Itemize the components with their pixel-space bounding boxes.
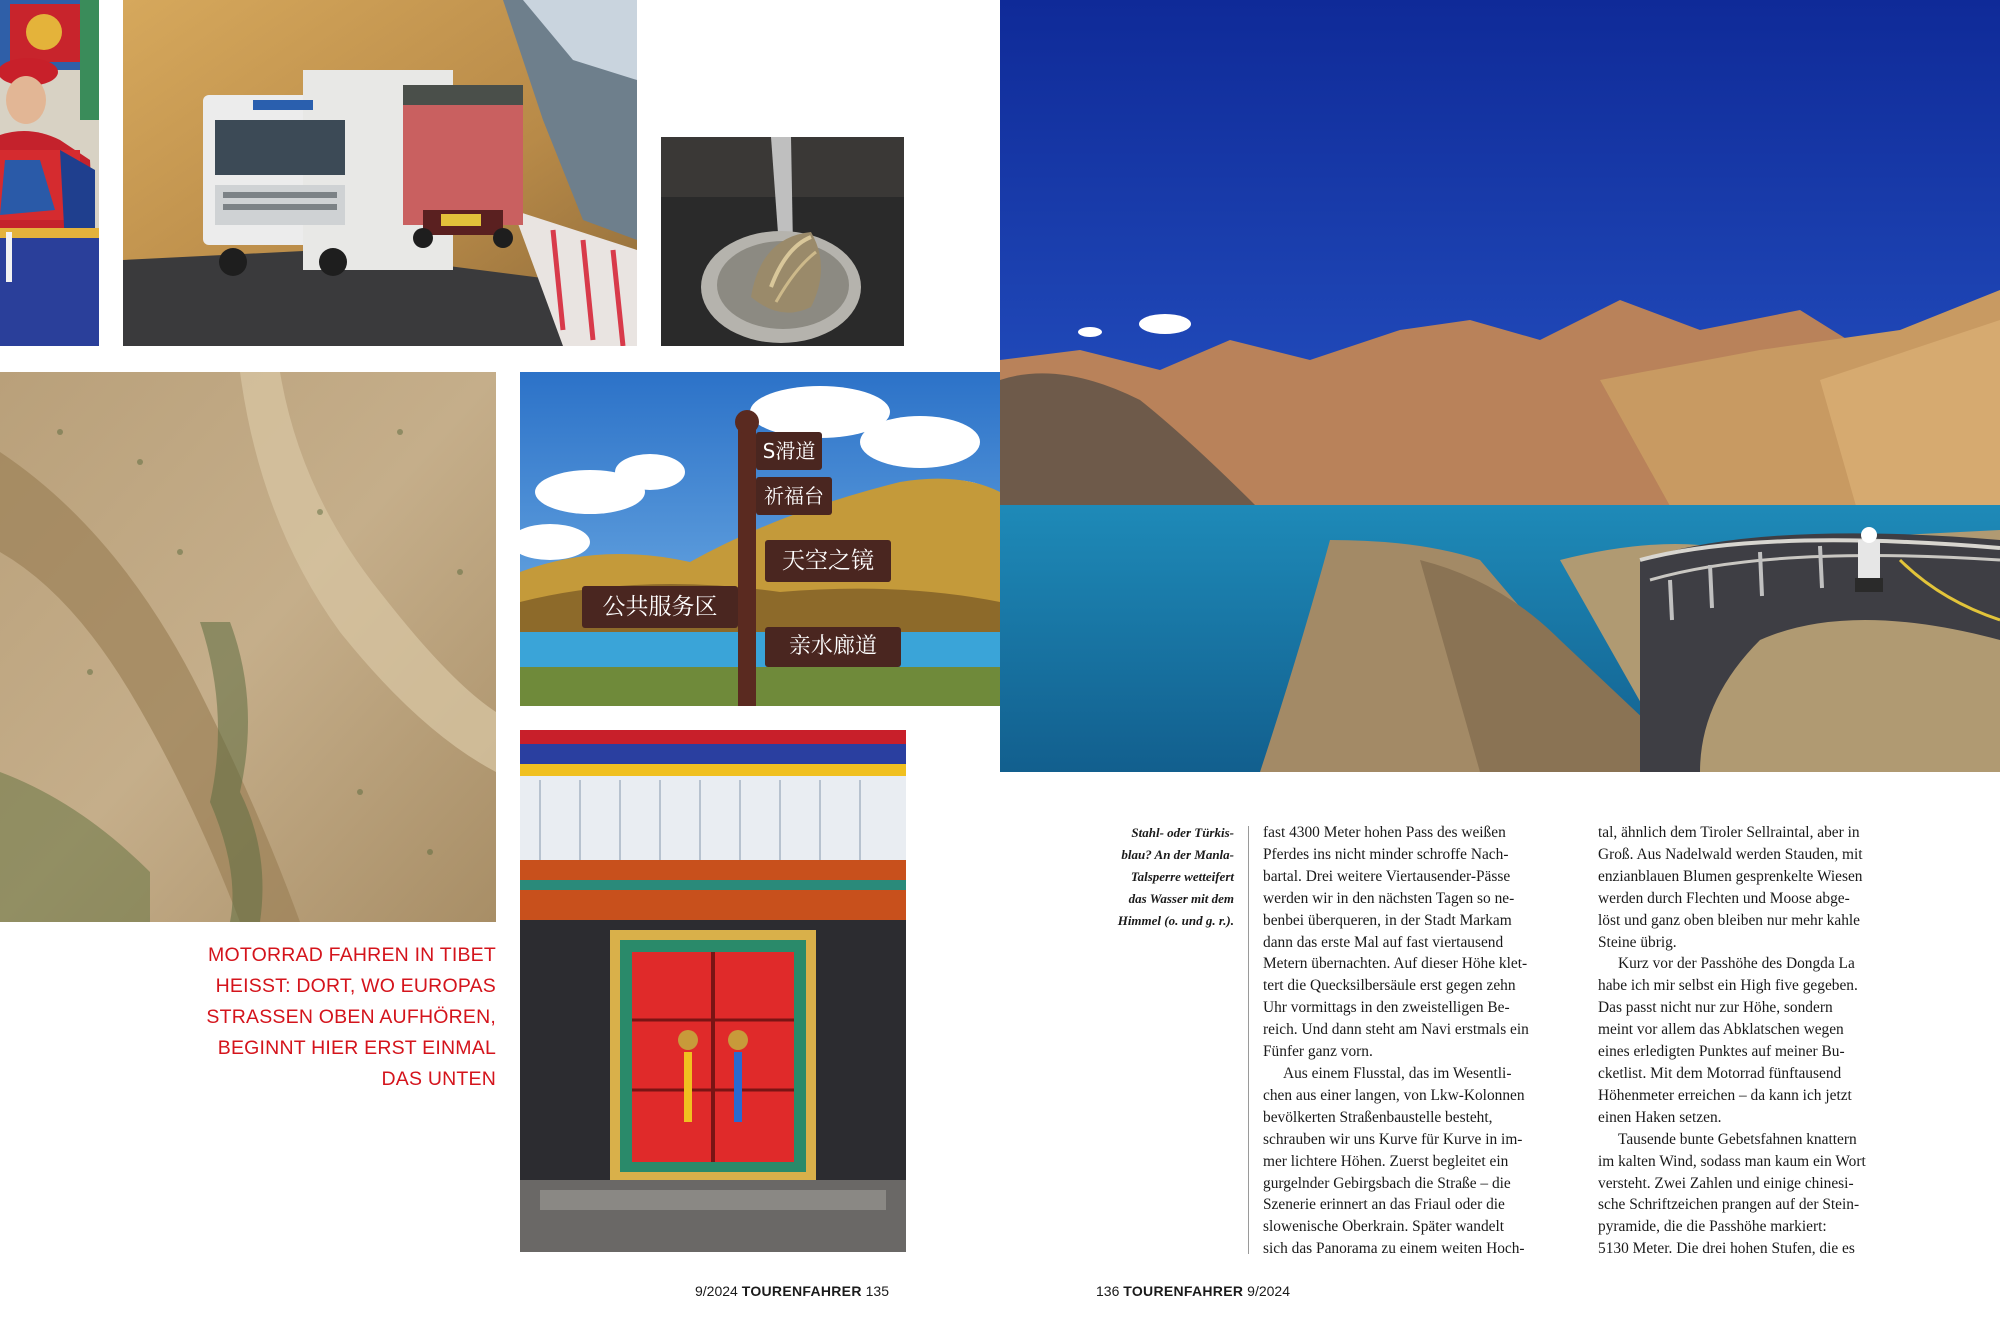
folio-page-number: 135 [865,1283,889,1299]
body-text-line: bartal. Drei weitere Viertausender-Pässe [1263,867,1511,885]
body-text-line: sich das Panorama zu einem weiten Hoch- [1263,1240,1525,1258]
body-text-line: 5130 Meter. Die drei hohen Stufen, die es [1598,1240,1855,1258]
body-text-line: dann das erste Mal auf fast viertausend [1263,933,1504,951]
caption-line: Himmel (o. und g. r.). [1117,913,1234,928]
body-text-line: Tausende bunte Gebetsfahnen knattern [1618,1130,1857,1148]
body-text-line: mer lichtere Höhen. Zuerst begleitet ein [1263,1152,1509,1170]
body-text-line: fast 4300 Meter hohen Pass des weißen [1263,824,1506,841]
pull-quote-line: HEISST: DORT, WO EUROPAS [215,975,496,997]
body-text-line: Szenerie erinnert an das Friaul oder die [1263,1196,1505,1214]
body-text-line: bevölkerten Straßenbaustelle besteht, [1263,1108,1493,1126]
body-text-line: einen Haken setzen. [1598,1108,1722,1126]
pull-quote-line: STRASSEN OBEN AUFHÖREN, [206,1006,496,1028]
body-text-line: Aus einem Flusstal, das im Wesentli- [1283,1064,1512,1082]
body-text-line: schrauben wir uns Kurve für Kurve in im- [1263,1130,1523,1148]
signpost-sign-5: 亲水廊道 [765,627,901,667]
photo-trucks-on-cliff-road [123,0,637,346]
folio-issue: 9/2024 [1247,1283,1290,1299]
body-text-line: werden durch Flechten und Moose abge- [1598,889,1850,907]
body-text-line: meint vor allem das Abklatschen wegen [1598,1021,1844,1039]
body-text-line: Groß. Aus Nadelwald werden Stauden, mit [1598,845,1863,863]
body-text-line: werden wir in den nächsten Tagen so ne- [1263,889,1515,907]
body-text-line: tert die Quecksilbersäule erst gegen zehn [1263,977,1516,995]
body-text-line: pyramide, die die Passhöhe markiert: [1598,1218,1827,1236]
body-text-column-1 [1263,822,1573,1260]
body-text-line: Fünfer ganz vorn. [1263,1043,1373,1061]
photo-dumpling-on-spoon [661,137,904,346]
folio-magazine-name: TOURENFAHRER [1123,1283,1244,1299]
body-text-line: eines erledigten Punktes auf meiner Bu- [1598,1043,1845,1061]
signpost-sign-2: 祈福台 [756,477,832,515]
photo-tibetan-woman [0,0,99,346]
body-text-line: Höhenmeter erreichen – da kann ich jetzt [1598,1086,1852,1104]
body-text-line: tal, ähnlich dem Tiroler Sellraintal, aber in [1598,824,1860,841]
pull-quote-line: BEGINNT HIER ERST EINMAL [217,1037,496,1059]
body-text-line: benbei überqueren, in der Stadt Markam [1263,911,1512,929]
body-text-line: cketlist. Mit dem Motorrad fünftausend [1598,1064,1842,1082]
body-text-line: Das passt nicht nur zur Höhe, sondern [1598,999,1833,1017]
photo-red-temple-door [520,730,906,1252]
body-text-line: im kalten Wind, sodass man kaum ein Wort [1598,1152,1866,1170]
folio-issue: 9/2024 [695,1283,738,1299]
body-text-line: versteht. Zwei Zahlen und einige chinesi- [1598,1174,1854,1192]
pull-quote [200,940,496,1095]
body-text-line: sche Schriftzeichen prangen auf der Stein- [1598,1196,1860,1214]
body-text-line: Metern übernachten. Auf dieser Höhe klet- [1263,955,1528,973]
body-text-line: chen aus einer langen, von Lkw-Kolonnen [1263,1086,1525,1104]
folio-right [1096,1283,1290,1299]
signpost-sign-3: 天空之镜 [765,540,891,582]
caption-divider [1248,826,1249,1254]
photo-chinese-signpost [520,372,1000,706]
body-text-line: enzianblauen Blumen gesprenkelte Wiesen [1598,867,1863,885]
signpost-sign-1: S滑道 [756,432,822,470]
body-text-line: Kurz vor der Passhöhe des Dongda La [1618,955,1855,973]
caption-line: das Wasser mit dem [1128,891,1234,906]
body-text-line: Pferdes ins nicht minder schroffe Nach- [1263,845,1509,863]
photo-aerial-mountain-slope [0,372,496,922]
body-text-line: gurgelnder Gebirgsbach die Straße – die [1263,1174,1511,1192]
photo-turquoise-lake-motorcycle [1000,0,2000,772]
caption-line: blau? An der Manla- [1121,847,1234,862]
body-text-line: Steine übrig. [1598,933,1677,951]
body-text-line: löst und ganz oben bleiben nur mehr kahle [1598,911,1860,929]
body-text-column-2 [1598,822,1918,1260]
folio-magazine-name: TOURENFAHRER [741,1283,862,1299]
caption-line: Talsperre wetteifert [1130,869,1234,884]
photo-caption [1090,822,1234,932]
caption-line: Stahl- oder Türkis- [1131,825,1234,840]
body-text-line: reich. Und dann steht am Navi erstmals ein [1263,1021,1529,1039]
pull-quote-line: MOTORRAD FAHREN IN TIBET [208,944,496,966]
folio-left [695,1283,889,1299]
body-text-line: slowenische Oberkrain. Später wandelt [1263,1218,1505,1236]
body-text-line: Uhr vormittags in den zweistelligen Be- [1263,999,1510,1017]
body-text-line: habe ich mir selbst ein High five gegeben. [1598,977,1858,995]
folio-page-number: 136 [1096,1283,1120,1299]
signpost-sign-4: 公共服务区 [582,586,738,628]
pull-quote-line: DAS UNTEN [381,1068,496,1090]
